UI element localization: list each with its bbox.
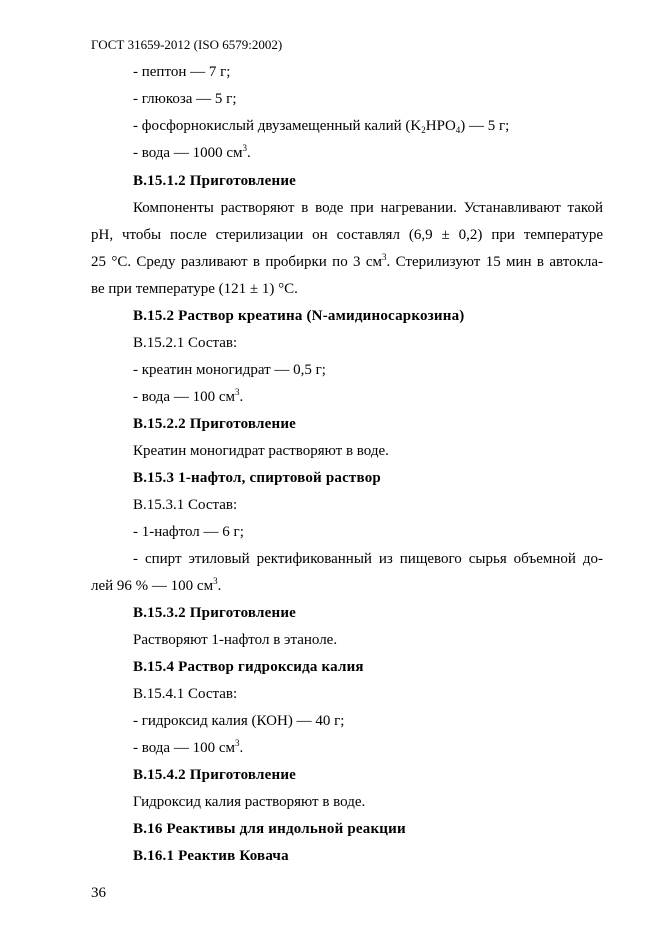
paragraph-line: Компоненты растворяют в воде при нагревании. Устанавливают такой [133,200,603,216]
ingredient-water: - вода — 100 $см^3$. [133,387,244,405]
section-heading: В.15.2.2 Приготовление [133,416,297,432]
ingredient-water: - вода — 1000 $см^3$. [133,143,251,161]
section-heading: В.15.3 1-нафтол, спиртовой раствор [133,470,381,486]
paragraph-line: рН, чтобы после стерилизации он составлял (6,9 ± 0,2) при температуре [91,227,603,243]
section-heading: В.16 Реактивы для индольной реакции [133,821,406,837]
section-heading: В.15.2 Раствор креатина (N-амидиносаркозина) [133,308,465,324]
paragraph-line: Креатин моногидрат растворяют в воде. [133,443,389,459]
document-header: ГОСТ 31659-2012 (ISO 6579:2002) [91,37,283,52]
composition-label: В.15.4.1 Состав: [133,686,238,702]
ingredient-koh: - гидроксид калия (КОН) — 40 г; [133,713,345,729]
page-number: 36 [91,885,106,901]
ingredient-peptone: - пептон — 7 г; [133,64,231,80]
ingredient-glucose: - глюкоза — 5 г; [133,91,237,107]
paragraph-line: ве при температуре (121 ± 1) °С. [91,281,298,297]
composition-label: В.15.3.1 Состав: [133,497,238,513]
ingredient-ethanol-cont: лей 96 % — 100 $см^3$. [91,576,222,594]
section-heading: В.15.1.2 Приготовление [133,173,297,189]
paragraph-line: Гидроксид калия растворяют в воде. [133,794,366,810]
paragraph-line: Растворяют 1-нафтол в этаноле. [133,632,338,648]
ingredient-water: - вода — 100 $см^3$. [133,738,244,756]
section-heading: В.15.4 Раствор гидроксида калия [133,659,364,675]
ingredient-naphthol: - 1-нафтол — 6 г; [133,524,244,540]
ingredient-creatine: - креатин моногидрат — 0,5 г; [133,362,326,378]
composition-label: В.15.2.1 Состав: [133,335,238,351]
ingredient-ethanol: - спирт этиловый ректификованный из пищевого сырья объемной до- [133,551,603,567]
section-heading: В.15.3.2 Приготовление [133,605,297,621]
section-heading: В.16.1 Реактив Ковача [133,848,289,864]
section-heading: В.15.4.2 Приготовление [133,767,297,783]
ingredient-potassium-phosphate: - фосфорнокислый двузамещенный калий $(K_2HPO_4)$ — 5 г; [133,118,510,135]
paragraph-line: 25 °С. Среду разливают в пробирки по 3 $см^3$. Стерилизуют 15 мин в автокла- [91,252,603,270]
